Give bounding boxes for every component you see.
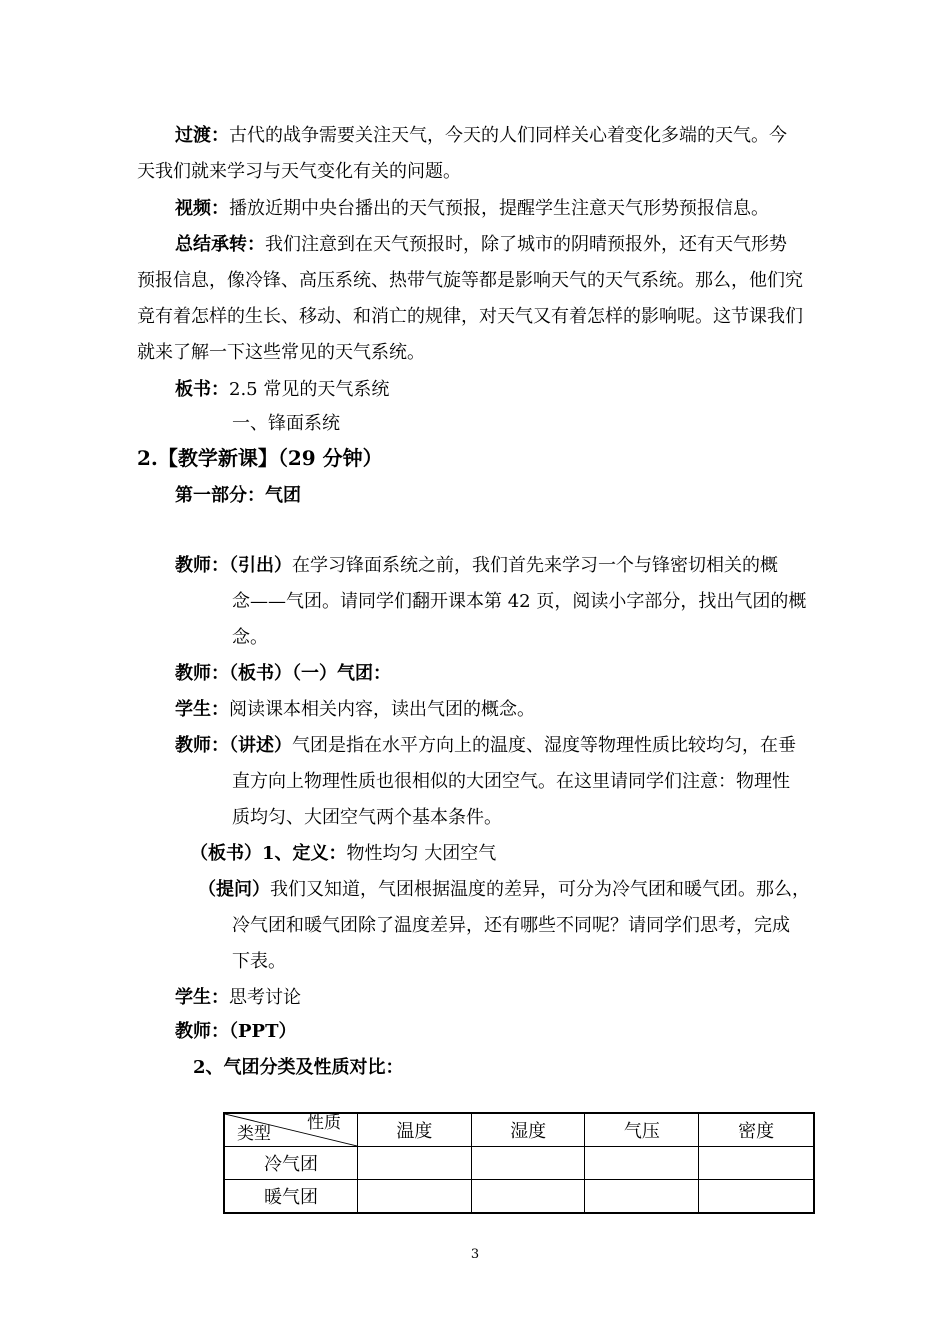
label-summary: 总结承转：	[175, 234, 265, 255]
text-video: 播放近期中央台播出的天气预报，提醒学生注意天气形势预报信息。	[229, 198, 769, 219]
text-summary-2: 预报信息，像冷锋、高压系统、热带气旋等都是影响天气的天气系统。那么，他们究	[137, 270, 803, 291]
text-summary-3: 竟有着怎样的生长、移动、和消亡的规律，对天气又有着怎样的影响呢。这节课我们	[137, 306, 803, 327]
label-video: 视频：	[175, 198, 229, 219]
table-row	[224, 1147, 814, 1180]
text-teacher-lecture-1: 气团是指在水平方向上的温度、湿度等物理性质比较均匀，在垂	[292, 735, 796, 756]
dialog-question	[198, 878, 810, 902]
part-heading: 第一部分：气团	[175, 485, 301, 506]
table-cell	[471, 1147, 585, 1180]
table-row	[224, 1180, 814, 1214]
text-teacher-lecture-3: 质均匀、大团空气两个基本条件。	[232, 807, 502, 828]
label-teacher-lecture: 教师：（讲述）	[175, 735, 292, 756]
text-question-2: 冷气团和暖气团除了温度差异，还有哪些不同呢？请同学们思考，完成	[232, 915, 790, 936]
text-teacher-intro-3: 念。	[232, 627, 268, 648]
label-student-read: 学生：	[175, 699, 229, 720]
paragraph-board	[175, 378, 389, 402]
text-question-3: 下表。	[232, 951, 286, 972]
text-teacher-intro-1: 在学习锋面系统之前，我们首先来学习一个与锋密切相关的概	[292, 555, 778, 576]
table-corner-cell	[224, 1113, 358, 1147]
table-caption: 2、气团分类及性质对比：	[193, 1057, 404, 1078]
label-teacher-intro: 教师：（引出）	[175, 555, 292, 576]
paragraph-transition	[175, 124, 787, 148]
section-heading: 2.【教学新课】（29 分钟）	[137, 446, 383, 470]
table-header-cell: 气压	[585, 1113, 699, 1147]
text-summary-1: 我们注意到在天气预报时，除了城市的阴晴预报外，还有天气形势	[265, 234, 787, 255]
table-cell	[358, 1180, 472, 1214]
dialog-board-definition	[190, 842, 496, 866]
text-board-definition: 物性均匀 大团空气	[346, 843, 497, 864]
table-cell	[585, 1147, 699, 1180]
text-board: 2.5 常见的天气系统	[229, 379, 390, 400]
dialog-teacher-board: 教师：（板书）（一）气团：	[175, 663, 391, 684]
text-question-1: 我们又知道，气团根据温度的差异，可分为冷气团和暖气团。那么，	[270, 879, 810, 900]
label-board-definition: （板书）1、定义：	[190, 843, 347, 864]
table-cell	[585, 1180, 699, 1214]
label-student-discuss: 学生：	[175, 987, 229, 1008]
dialog-teacher-ppt: 教师：（PPT）	[175, 1021, 297, 1042]
text-student-discuss: 思考讨论	[229, 987, 301, 1008]
dialog-student-read	[175, 698, 535, 722]
air-mass-table	[223, 1112, 815, 1214]
text-summary-4: 就来了解一下这些常见的天气系统。	[137, 342, 425, 363]
table-header-cell: 密度	[699, 1113, 814, 1147]
text-teacher-lecture-2: 直方向上物理性质也很相似的大团空气。在这里请同学们注意：物理性	[232, 771, 790, 792]
table-cell	[699, 1180, 814, 1214]
table-row-label: 冷气团	[224, 1147, 358, 1180]
table-header-row	[224, 1113, 814, 1147]
table-row-label: 暖气团	[224, 1180, 358, 1214]
dialog-teacher-lecture	[175, 734, 796, 758]
label-question: （提问）	[198, 879, 270, 900]
text-board-sub: 一、锋面系统	[232, 413, 340, 434]
dialog-teacher-intro	[175, 554, 778, 578]
paragraph-video	[175, 197, 769, 221]
label-board: 板书：	[175, 379, 229, 400]
dialog-student-discuss	[175, 986, 301, 1010]
corner-top-label: 性质	[307, 1113, 341, 1133]
text-transition-1: 古代的战争需要关注天气，今天的人们同样关心着变化多端的天气。今	[229, 125, 787, 146]
page-number: 3	[470, 1247, 480, 1262]
paragraph-summary	[175, 233, 787, 257]
corner-bottom-label: 类型	[237, 1124, 271, 1144]
table-cell	[699, 1147, 814, 1180]
table-header-cell: 湿度	[471, 1113, 585, 1147]
table-header-cell: 温度	[358, 1113, 472, 1147]
text-teacher-intro-2: 念——气团。请同学们翻开课本第 42 页，阅读小字部分，找出气团的概	[232, 591, 807, 612]
table-cell	[471, 1180, 585, 1214]
text-transition-2: 天我们就来学习与天气变化有关的问题。	[137, 161, 461, 182]
table-cell	[358, 1147, 472, 1180]
text-student-read: 阅读课本相关内容，读出气团的概念。	[229, 699, 535, 720]
label-transition: 过渡：	[175, 125, 229, 146]
